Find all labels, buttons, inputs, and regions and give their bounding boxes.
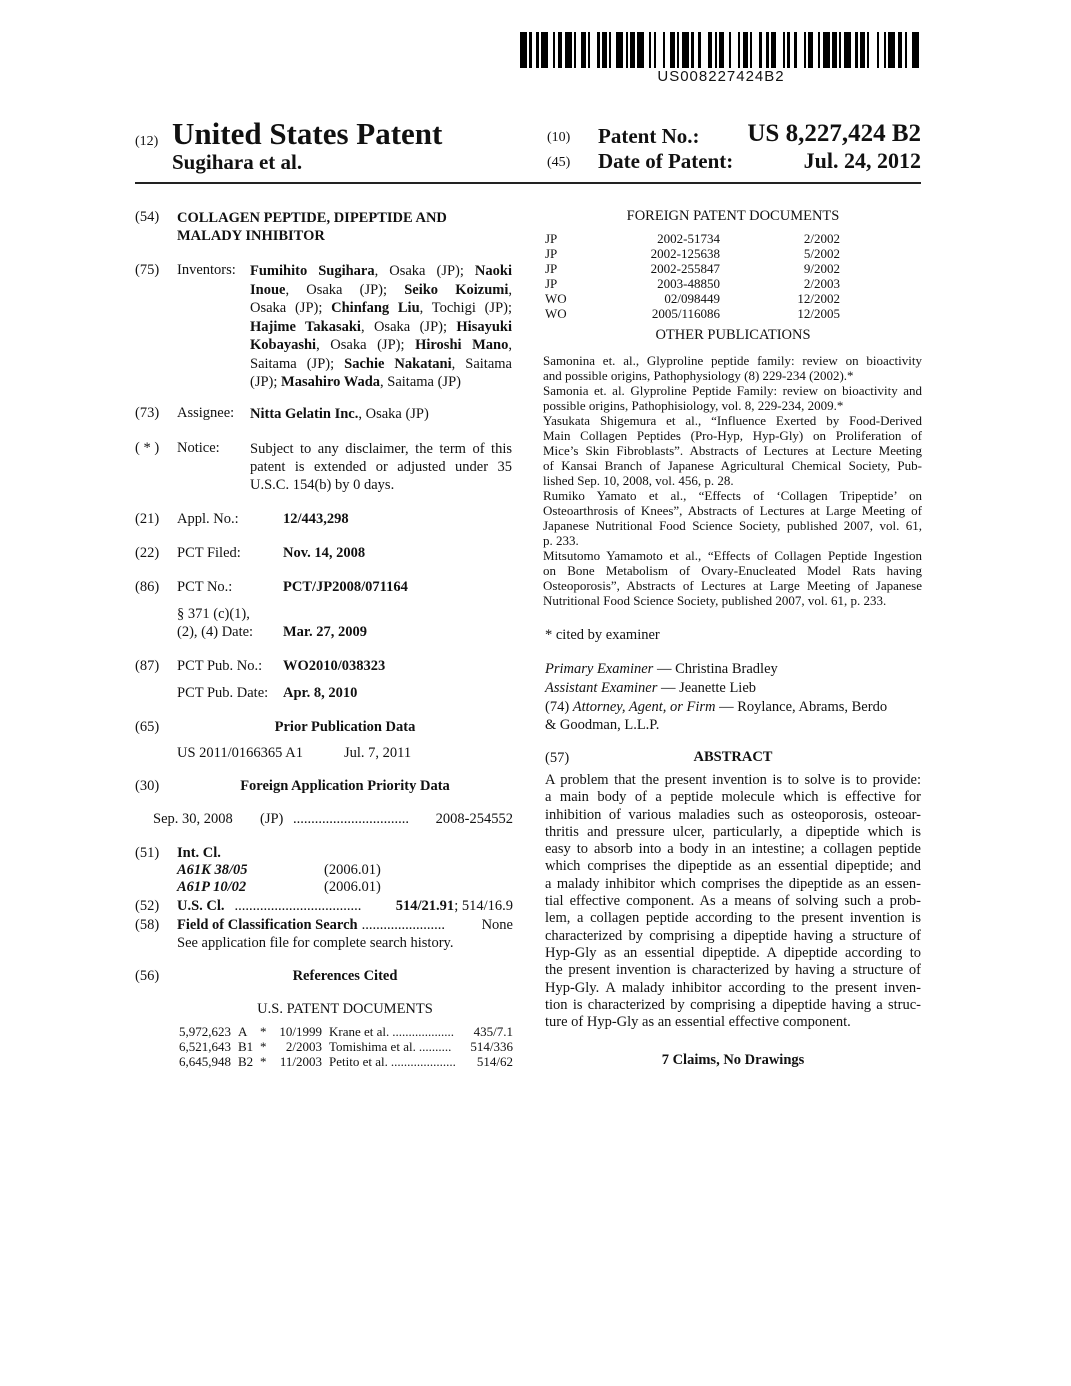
code-12: (12) xyxy=(135,134,159,149)
field-search-dots: ....................... xyxy=(361,917,445,933)
priority-number: 2008-254552 xyxy=(435,811,513,827)
publication-line: Main Collagen Peptides (Pro-Hyp, Hyp-Gly) on Proliferation of xyxy=(543,428,922,443)
field-search-row xyxy=(177,917,513,934)
ref-number: 6,521,643 xyxy=(179,1039,231,1054)
inventor-place: (JP); xyxy=(250,374,282,390)
barcode-bar xyxy=(776,32,783,68)
references-heading: References Cited xyxy=(292,968,398,984)
inventor-place: , Tochigi (JP); xyxy=(419,300,512,316)
abstract-line: Hyp-Gly as an essential dipeptide. A dipeptide according to xyxy=(545,944,921,961)
inventor-place: , Saitama xyxy=(451,355,512,372)
pct-pub-no-label: PCT Pub. No.: xyxy=(177,658,263,674)
foreign-number: 2005/116086 xyxy=(651,306,720,321)
us-references-table xyxy=(168,1024,513,1069)
publication-line: Osteoporosis”, Abstracts of Lectures at Large Meeting of Japanese xyxy=(543,578,922,593)
int-cl-version: (2006.01) xyxy=(324,862,381,878)
publication-line: lished Sep. 10, 2008, vol. 456, p. 28. xyxy=(543,473,734,488)
cited-by-examiner: * cited by examiner xyxy=(545,627,660,643)
publication-line: Samonina et. al., Glyproline peptide family: review on bioactivity xyxy=(543,353,922,368)
priority-row xyxy=(153,811,513,828)
foreign-country: WO xyxy=(545,306,567,321)
notice-label: Notice: xyxy=(177,440,220,456)
section-371: § 371 (c)(1), xyxy=(177,606,250,622)
pct-no: PCT/JP2008/071164 xyxy=(283,579,408,595)
ref-date: 2/2003 xyxy=(285,1039,322,1054)
publication-line: Nutritional Food Science Society, published 2007, vol. 61, p. 233. xyxy=(543,593,887,608)
priority-country: (JP) xyxy=(260,811,284,827)
appl-no: 12/443,298 xyxy=(283,511,349,527)
barcode-bar xyxy=(616,32,623,68)
ref-date: 10/1999 xyxy=(279,1024,322,1039)
inventor-place: , Osaka (JP); xyxy=(285,281,405,298)
claims-summary: 7 Claims, No Drawings xyxy=(661,1052,805,1068)
ref-kind: B2 xyxy=(238,1054,254,1069)
assistant-examiner xyxy=(545,680,756,697)
foreign-country: WO xyxy=(545,291,567,306)
inventor-name: Hisayuki xyxy=(456,318,512,335)
us-cl-label: U.S. Cl. xyxy=(177,898,225,914)
attorney-name: — Roylance, Abrams, Berdo xyxy=(715,699,888,715)
other-publications xyxy=(543,353,922,608)
priority-heading: Foreign Application Priority Data xyxy=(240,778,450,794)
abstract-line: A problem that the present invention is to solve is to provide: xyxy=(545,772,921,788)
barcode-bar xyxy=(590,32,597,68)
publication-line: Japanese Nutritional Food Science Society, published 2007, vol. 61, xyxy=(543,518,922,533)
code-87: (87) xyxy=(135,658,160,674)
code-58: (58) xyxy=(135,917,160,933)
title-54-line2: MALADY INHIBITOR xyxy=(177,228,325,244)
primary-examiner-name: — Christina Bradley xyxy=(653,661,778,677)
us-cl-row xyxy=(177,898,513,915)
foreign-number: 2002-125638 xyxy=(650,246,720,261)
appl-no-label: Appl. No.: xyxy=(177,511,239,527)
foreign-date: 2/2003 xyxy=(803,276,840,291)
patent-title: United States Patent xyxy=(172,116,443,151)
inventor-name: Hajime Takasaki xyxy=(250,318,361,335)
inventor-name: Fumihito Sugihara xyxy=(250,263,375,279)
field-search-note: See application file for complete search history. xyxy=(177,935,454,951)
barcode-bar xyxy=(682,32,689,68)
publication-line: on Bone Metabolism of Ovary-Enucleated Model Rats having xyxy=(543,563,922,578)
inventor-line xyxy=(250,355,512,374)
foreign-country: JP xyxy=(545,246,558,261)
ref-star: * xyxy=(260,1054,267,1069)
inventor-line xyxy=(250,299,512,318)
abstract-line: which comprises the dipeptide as an essential dipeptide; and xyxy=(545,858,921,875)
inventor-line xyxy=(250,318,512,337)
ref-dots: .................... xyxy=(390,1054,456,1069)
inventor-place: , Osaka (JP); xyxy=(360,318,457,335)
int-cl-class: A61P 10/02 xyxy=(177,879,247,895)
pct-pub-no: WO2010/038323 xyxy=(283,658,386,674)
code-notice: ( * ) xyxy=(135,440,160,456)
ref-star: * xyxy=(260,1024,267,1039)
inventor-place: , Saitama (JP) xyxy=(380,374,461,390)
inventor-name: Naoki xyxy=(474,263,512,279)
foreign-doc-row xyxy=(545,291,921,306)
inventors-list xyxy=(250,262,512,392)
foreign-date: 2/2002 xyxy=(803,231,840,246)
ref-kind: A xyxy=(238,1024,248,1039)
inventor-line xyxy=(250,262,512,281)
publication-line: and possible origins, Pathophysiology (8) 229-234 (2002).* xyxy=(543,368,854,383)
foreign-date: 12/2005 xyxy=(797,306,840,321)
abstract-line: Hyp-Gly. A malady inhibitor according to the present inven- xyxy=(545,979,921,996)
primary-examiner xyxy=(545,661,778,678)
foreign-country: JP xyxy=(545,276,558,291)
foreign-docs-table xyxy=(545,231,921,321)
patent-number: US 8,227,424 B2 xyxy=(747,120,921,147)
code-57: (57) xyxy=(545,750,570,766)
priority-date: Sep. 30, 2008 xyxy=(153,811,233,827)
foreign-date: 5/2002 xyxy=(803,246,840,261)
barcode-bar xyxy=(520,32,527,68)
barcode xyxy=(520,32,922,68)
barcode-bar xyxy=(869,32,876,68)
foreign-number: 2002-255847 xyxy=(650,261,720,276)
code-52: (52) xyxy=(135,898,160,914)
pct-filed: Nov. 14, 2008 xyxy=(283,545,366,561)
ref-class: 435/7.1 xyxy=(473,1024,513,1039)
foreign-doc-row xyxy=(545,306,921,321)
us-cl-value-rest: ; 514/16.9 xyxy=(454,898,513,914)
date-of-patent: Jul. 24, 2012 xyxy=(803,148,921,173)
notice-line: Subject to any disclaimer, the term of this xyxy=(250,441,512,457)
notice-text xyxy=(250,440,512,494)
inventor-name: Inoue xyxy=(250,281,286,298)
field-search-label: Field of Classification Search xyxy=(177,917,358,933)
patent-no-label: Patent No.: xyxy=(598,124,700,148)
ref-dots: ................... xyxy=(392,1024,455,1039)
primary-examiner-label: Primary Examiner xyxy=(545,661,654,677)
abstract-line: tial effective component. As a means of solving such a prob- xyxy=(545,893,921,910)
section-371-date-label: (2), (4) Date: xyxy=(177,624,254,640)
abstract-line: characterized by comprising a dipeptide having a structure of xyxy=(545,927,921,944)
abstract-text xyxy=(545,772,921,1031)
ref-dots: .......... xyxy=(418,1039,452,1054)
ref-number: 5,972,623 xyxy=(179,1024,231,1039)
publication-line: Yasukata Shigemura et al., “Influence Exerted by Food-Derived xyxy=(543,413,922,428)
field-search-value: None xyxy=(481,917,513,933)
code-30: (30) xyxy=(135,778,160,794)
code-54: (54) xyxy=(135,209,160,225)
attorney xyxy=(545,699,887,716)
foreign-doc-row xyxy=(545,231,921,246)
inventor-place: , xyxy=(508,281,512,298)
barcode-bar xyxy=(823,32,830,68)
int-cl-heading: Int. Cl. xyxy=(177,845,221,861)
inventor-name: Chinfang Liu xyxy=(331,300,420,316)
code-86: (86) xyxy=(135,579,160,595)
publication-line: Osteoarthrosis of Knees”, Abstracts of Lectures at Large Meeting of xyxy=(543,503,922,518)
ref-name: Krane et al. xyxy=(329,1024,390,1039)
publication-line: Samonia et. al. Glyproline Peptide Family: review on bioactivity and xyxy=(543,383,922,398)
foreign-number: 2003-48850 xyxy=(657,276,720,291)
foreign-docs-heading: FOREIGN PATENT DOCUMENTS xyxy=(626,208,840,224)
abstract-line: thritis and pressure ulcer, particularly, a dipeptide which is xyxy=(545,823,921,840)
barcode-bar xyxy=(565,32,572,68)
abstract-heading: ABSTRACT xyxy=(693,749,773,765)
prior-publication-heading: Prior Publication Data xyxy=(274,719,416,735)
inventor-line xyxy=(250,281,512,300)
inventor-name: Sachie Nakatani xyxy=(344,355,452,372)
code-51: (51) xyxy=(135,845,160,861)
inventor-place: , Osaka (JP); xyxy=(316,337,416,353)
code-45: (45) xyxy=(547,155,571,170)
inventor-name: Masahiro Wada xyxy=(281,374,381,390)
abstract-line: the present invention is characterized by having a structure of xyxy=(545,962,921,979)
title-54-line1: COLLAGEN PEPTIDE, DIPEPTIDE AND xyxy=(177,210,447,226)
reference-row xyxy=(168,1054,513,1069)
us-cl-value: 514/21.91 xyxy=(395,898,455,914)
barcode-bar xyxy=(701,32,708,68)
barcode-bar xyxy=(656,32,663,68)
inventor-name: Seiko Koizumi xyxy=(404,281,509,298)
foreign-doc-row xyxy=(545,276,921,291)
code-75: (75) xyxy=(135,262,160,278)
int-cl-version: (2006.01) xyxy=(324,879,381,895)
inventor-line xyxy=(250,373,512,392)
inventor-place: Saitama (JP); xyxy=(250,355,345,372)
barcode-bar xyxy=(731,32,738,68)
publication-line: p. 233. xyxy=(543,533,579,548)
prior-publication-number: US 2011/0166365 A1 xyxy=(177,745,303,761)
barcode-bar xyxy=(919,32,921,68)
inventor-place: , xyxy=(508,337,512,353)
publication-line: possible origins, Pathophisiology, vol. 8, 229-234, 2009.* xyxy=(543,398,844,413)
abstract-line: tion is characterized by comprising a dipeptide having a struc- xyxy=(545,996,921,1013)
inventors-label: Inventors: xyxy=(177,262,236,278)
inventor-name: Hiroshi Mano xyxy=(415,337,509,353)
reference-row xyxy=(168,1024,513,1039)
abstract-line: a main body of a peptide molecule which is effective for xyxy=(545,789,921,806)
assignee-label: Assignee: xyxy=(177,405,235,421)
pct-pub-date: Apr. 8, 2010 xyxy=(283,685,358,701)
us-cl-dots: ................................... xyxy=(234,898,362,914)
assistant-examiner-label: Assistant Examiner xyxy=(545,680,658,696)
abstract-line: lem, a collagen peptide according to the present invention is xyxy=(545,910,921,927)
ref-class: 514/62 xyxy=(476,1054,513,1069)
ref-name: Tomishima et al. xyxy=(329,1039,416,1054)
header-rule xyxy=(135,182,921,184)
code-56: (56) xyxy=(135,968,160,984)
attorney-label: Attorney, Agent, or Firm xyxy=(572,699,716,715)
abstract-line: easy to absorb into a body in an intestine; a collagen peptide xyxy=(545,841,921,858)
publication-line: Rumiko Yamato et al., “Effects of ‘Collagen Tripeptide’ on xyxy=(543,488,922,503)
inventor-place: Osaka (JP); xyxy=(250,300,332,316)
barcode-bar xyxy=(752,32,759,68)
prior-publication-date: Jul. 7, 2011 xyxy=(344,745,412,761)
attorney-line2: & Goodman, L.L.P. xyxy=(545,717,660,733)
other-publications-heading: OTHER PUBLICATIONS xyxy=(655,327,811,343)
int-cl-class: A61K 38/05 xyxy=(177,862,248,878)
inventor-name: Kobayashi xyxy=(250,337,317,353)
code-10: (10) xyxy=(547,130,571,145)
code-65: (65) xyxy=(135,719,160,735)
publication-line: Mice’s Skin Fibroblasts”. Abstracts of Lectures at Lecture Meeting xyxy=(543,443,922,458)
publication-line: Mitsutomo Yamamoto et al., “Effects of Collagen Peptide Ingestion xyxy=(543,548,922,563)
abstract-line: a malady inhibitor which comprises the dipeptide as an essen- xyxy=(545,875,921,892)
assignee-place: , Osaka (JP) xyxy=(358,406,429,422)
ref-date: 11/2003 xyxy=(279,1054,322,1069)
assistant-examiner-name: — Jeanette Lieb xyxy=(657,680,757,696)
priority-dots: ................................ xyxy=(293,811,409,827)
code-73: (73) xyxy=(135,405,160,421)
foreign-doc-row xyxy=(545,246,921,261)
barcode-bar xyxy=(637,32,644,68)
barcode-number: US008227424B2 xyxy=(657,68,785,85)
barcode-bar xyxy=(844,32,851,68)
foreign-number: 2002-51734 xyxy=(657,231,720,246)
pct-no-label: PCT No.: xyxy=(177,579,233,595)
pct-filed-label: PCT Filed: xyxy=(177,545,241,561)
code-21: (21) xyxy=(135,511,160,527)
abstract-line: inhibition of various maladies such as osteoporosis, osteoar- xyxy=(545,806,921,823)
inventor-place: , Osaka (JP); xyxy=(374,263,475,279)
barcode-bar xyxy=(888,32,895,68)
notice-line: U.S.C. 154(b) by 0 days. xyxy=(250,477,395,493)
date-of-patent-label: Date of Patent: xyxy=(598,149,734,173)
foreign-country: JP xyxy=(545,231,558,246)
foreign-date: 12/2002 xyxy=(797,291,840,306)
attorney-code: (74) xyxy=(545,699,570,715)
publication-line: of Kansai Branch of Japanese Agricultural Chemical Society, Pub- xyxy=(543,458,922,473)
abstract-line: ture of Hyp-Gly as an essential effective component. xyxy=(545,1014,851,1031)
foreign-date: 9/2002 xyxy=(803,261,840,276)
ref-class: 514/336 xyxy=(470,1039,513,1054)
foreign-country: JP xyxy=(545,261,558,276)
ref-name: Petito et al. xyxy=(329,1054,388,1069)
foreign-doc-row xyxy=(545,261,921,276)
ref-number: 6,645,948 xyxy=(179,1054,231,1069)
ref-star: * xyxy=(260,1039,267,1054)
authors: Sugihara et al. xyxy=(172,150,303,174)
section-371-date: Mar. 27, 2009 xyxy=(283,624,368,640)
assignee-name: Nitta Gelatin Inc. xyxy=(250,406,359,422)
assignee xyxy=(250,405,429,423)
reference-row xyxy=(168,1039,513,1054)
pct-pub-date-label: PCT Pub. Date: xyxy=(177,685,269,701)
code-22: (22) xyxy=(135,545,160,561)
barcode-bar xyxy=(797,32,804,68)
inventor-line xyxy=(250,336,512,355)
ref-kind: B1 xyxy=(238,1039,254,1054)
foreign-number: 02/098449 xyxy=(664,291,720,306)
us-patent-docs-heading: U.S. PATENT DOCUMENTS xyxy=(257,1001,433,1017)
barcode-bar xyxy=(912,32,919,68)
barcode-bar xyxy=(541,32,548,68)
notice-line: patent is extended or adjusted under 35 xyxy=(250,459,512,475)
